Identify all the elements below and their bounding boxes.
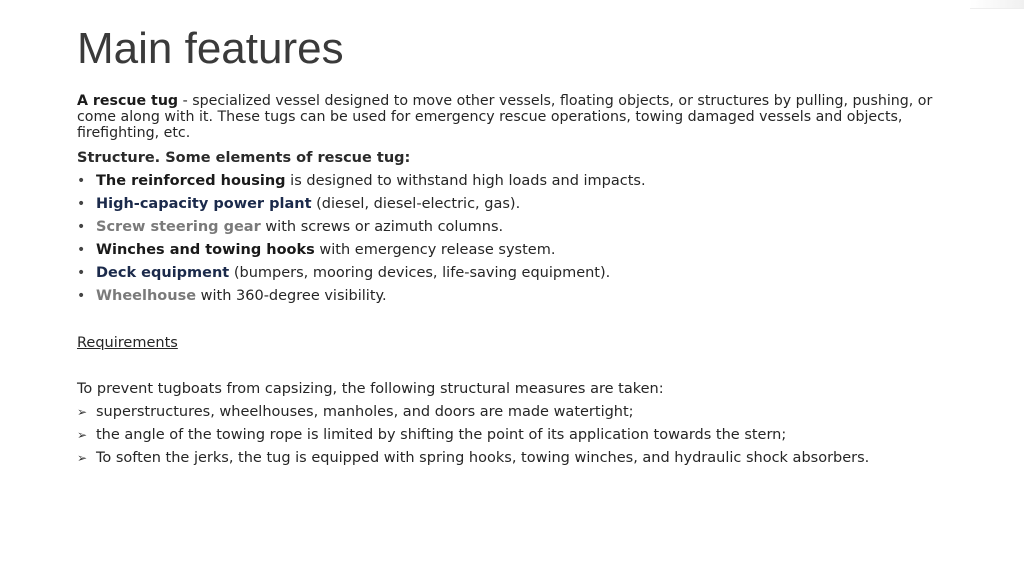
page-title: Main features (77, 24, 344, 73)
structure-heading: Structure. Some elements of rescue tug: (77, 150, 411, 166)
intro-text: - specialized vessel designed to move other vessels, floating objects, or structures by pulling, pushing, or come along with it. These tugs can be used for emergency rescue operations, towing damaged vessels and objects, firefighting, etc. (77, 93, 933, 141)
structure-list (77, 170, 957, 308)
slide-corner-accent (970, 0, 1024, 9)
item-text: with emergency release system. (314, 242, 556, 258)
requirement-text: To soften the jerks, the tug is equipped with spring hooks, towing winches, and hydraulic shock absorbers. (96, 450, 870, 466)
item-term: Deck equipment (96, 265, 230, 281)
item-term: Screw steering gear (96, 219, 261, 235)
list-item (77, 262, 957, 285)
requirements-list (77, 401, 957, 470)
bullet-icon: • (77, 242, 86, 258)
item-text: (diesel, diesel-electric, gas). (311, 196, 521, 212)
arrow-bullet-icon: ➢ (77, 405, 88, 419)
bullet-icon: • (77, 173, 86, 189)
item-text: with 360-degree visibility. (196, 288, 387, 304)
bullet-icon: • (77, 219, 86, 235)
list-item (77, 216, 957, 239)
list-item (77, 447, 957, 470)
list-item (77, 424, 957, 447)
item-term: Winches and towing hooks (96, 242, 315, 258)
intro-paragraph (77, 93, 957, 141)
item-text: (bumpers, mooring devices, life-saving equipment). (229, 265, 611, 281)
requirements-intro: To prevent tugboats from capsizing, the following structural measures are taken: (77, 381, 664, 397)
bullet-icon: • (77, 265, 86, 281)
arrow-bullet-icon: ➢ (77, 451, 88, 465)
item-text: with screws or azimuth columns. (260, 219, 504, 235)
intro-term: A rescue tug (77, 93, 179, 109)
requirement-text: the angle of the towing rope is limited by shifting the point of its application towards the stern; (96, 427, 787, 443)
requirement-text: superstructures, wheelhouses, manholes, and doors are made watertight; (96, 404, 634, 420)
arrow-bullet-icon: ➢ (77, 428, 88, 442)
list-item (77, 401, 957, 424)
item-term: High-capacity power plant (96, 196, 312, 212)
item-term: The reinforced housing (96, 173, 286, 189)
list-item (77, 193, 957, 216)
slide-content (77, 93, 957, 470)
list-item (77, 239, 957, 262)
item-text: is designed to withstand high loads and impacts. (285, 173, 646, 189)
list-item (77, 170, 957, 193)
item-term: Wheelhouse (96, 288, 197, 304)
bullet-icon: • (77, 288, 86, 304)
list-item (77, 285, 957, 308)
requirements-heading: Requirements (77, 335, 178, 351)
bullet-icon: • (77, 196, 86, 212)
